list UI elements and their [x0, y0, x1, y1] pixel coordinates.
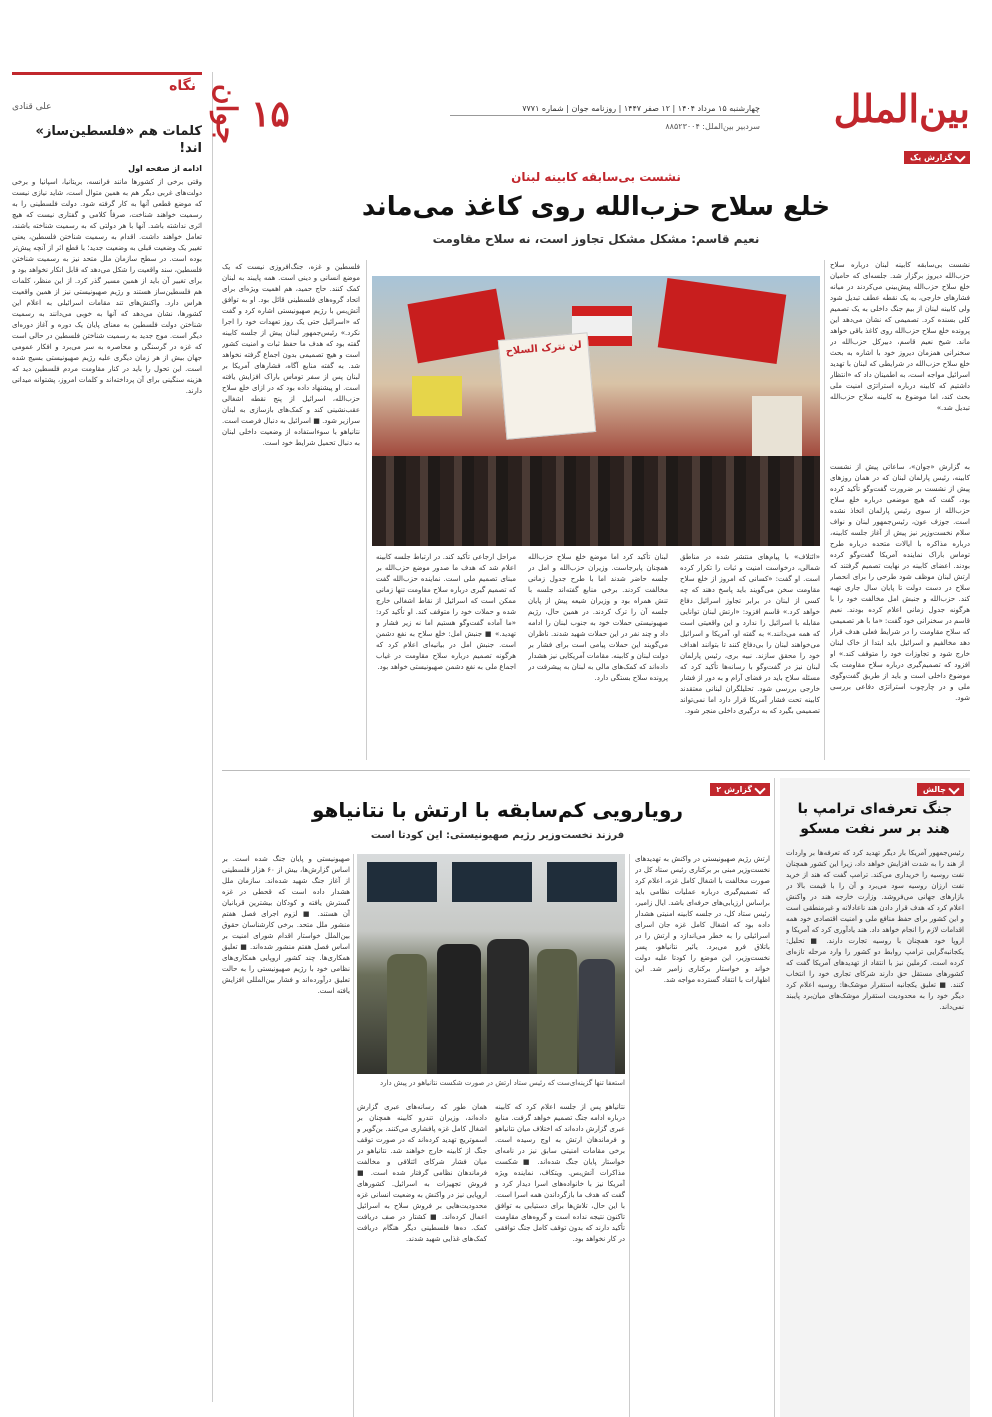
person: [579, 959, 615, 1074]
screen: [367, 862, 437, 902]
box-story: [780, 778, 970, 1417]
crowd: [372, 456, 820, 546]
lead-subtitle: نعیم قاسم: مشکل مشکل تجاوز است، نه سلاح مقاومت: [432, 232, 760, 246]
story2-column-b: نتانیاهو پس از جلسه اعلام کرد که کابینه درباره ادامه جنگ تصمیم خواهد گرفت. منابع عبری گزارش داده‌اند که اختلاف میان نتانیاهو و فرماندهان ارتش به اوج رسیده است. برخی مقامات امنیتی سابق نیز در نامه‌ای خواستار پایان جنگ شده‌اند. ■ شکست مذاکرات آتش‌بس. ویتکاف، نماینده ویژه آمریکا نیز با خانواده‌های اسرا دیدار کرد و گفت که هدف ما بازگرداندن همه اسرا است. با این حال، تلاش‌ها برای دستیابی به توافق تاکنون نتیجه نداده است و گروه‌های مقاومت تأکید دارند که بدون توقف کامل جنگ توافقی در کار نخواهد بود.: [495, 1103, 625, 1243]
kicker-label: گزارش یک: [910, 152, 952, 162]
issue-date-line: چهارشنبه ۱۵ مرداد ۱۴۰۴ | ۱۲ صفر ۱۴۴۷ | روزنامه جوان | شماره ۷۷۷۱: [450, 104, 760, 116]
story2-column-a: ارتش رژیم صهیونیستی در واکنش به تهدیدهای نخست‌وزیر مبنی بر برکناری رئیس ستاد کل در صورت مخالفت با اشغال کامل غزه، اعلام کرد که تصمیم‌گیری درباره عملیات نظامی باید براساس ارزیابی‌های حرفه‌ای باشد. ایال زامیر، رئیس ستاد کل، در جلسه کابینه امنیتی هشدار داده بود که اشغال کامل غزه جان اسرای اسرائیلی را به خطر می‌اندازد و ارتش را در باتلاق فرو می‌برد. یائیر نتانیاهو، پسر نخست‌وزیر، این موضع را کودتا علیه دولت خواند و خواستار برکناری زامیر شد. این اظهارات با انتقاد گسترده مواجه شد.: [635, 855, 770, 984]
person: [437, 944, 481, 1074]
paper-logo: [210, 84, 290, 144]
lead-column-e: فلسطین و غزه، جنگ‌افروزی نیست که یک موضع انسانی و دینی است. همه پایبند به لبنان کمک کنند. حاج حمید، هم اهمیت ویژه‌ای برای اتحاد گروه‌های فلسطینی قائل بود. او به توافق آتش‌بس با رژیم صهیونیستی اشاره کرد و گفت که «اسرائیل حتی یک روز تعهدات خود را اجرا نکرد.» رئیس‌جمهور لبنان پیش از جلسه کابینه گفته بود که هدف ما حفظ ثبات و امنیت کشور است و هیچ تصمیمی بدون اجماع گرفته نخواهد شد. به گفته منابع آگاه، فشارهای آمریکا بر لبنان پس از سفر توماس باراک افزایش یافته است. او پیشنهاد داده بود که در ازای خلع سلاح حزب‌الله، اسرائیل از پنج نقطه اشغالی عقب‌نشینی کند و کمک‌های بازسازی به لبنان سرازیر شود. ■ اسرائیل به دنبال فرصت است. نتانیاهو با سوءاستفاده از وضعیت داخلی لبنان به دنبال تحمیل شرایط خود است.: [222, 263, 360, 447]
story2-subtitle: فرزند نخست‌وزیر رژیم صهیونیستی: این کودتا است: [370, 830, 625, 841]
column-divider: [212, 72, 213, 1402]
story2-column-c: همان طور که رسانه‌های عبری گزارش داده‌اند، وزیران تندرو کابینه همچنان بر اشغال کامل غزه پافشاری می‌کنند. بن‌گویر و اسموتریچ تهدید کرده‌اند که در صورت توقف جنگ از کابینه خارج خواهند شد. نتانیاهو در میان فشار شرکای ائتلافی و مخالفت فرماندهان نظامی گرفتار شده است. ■ فروش تجهیزات به اسرائیل. کشورهای اروپایی نیز در واکنش به وضعیت انسانی غزه محدودیت‌هایی بر فروش سلاح به اسرائیل اعمال کرده‌اند. ■ کشتار در صف دریافت کمک. ده‌ها فلسطینی دیگر هنگام دریافت کمک‌های غذایی شهید شدند.: [357, 1103, 487, 1243]
arrow-icon: [948, 783, 959, 794]
paper-name: جوان: [210, 84, 243, 145]
box-body: رئیس‌جمهور آمریکا بار دیگر تهدید کرد که تعرفه‌ها بر واردات از هند را به شدت افزایش خواهد داد، زیرا این کشور همچنان نفت روسیه را خریداری می‌کند. ترامپ گفت که هند از خرید نفت ارزان روسیه سود می‌برد و آن را با قیمت بالا در بازارهای جهانی می‌فروشد. وزارت خارجه هند در واکنش اعلام کرد که هدف قرار دادن هند ناعادلانه و غیرمنطقی است و این کشور برای حفظ منافع ملی و امنیت اقتصادی خود همه اقدامات لازم را انجام خواهد داد. هند یادآوری کرد که آمریکا و اروپا خود همچنان با روسیه تجارت دارند. ■ تحلیل: یکجانبه‌گرایی ترامپ روابط دو کشور را وارد مرحله تازه‌ای کرده است. کرملین نیز با انتقاد از تهدیدهای آمریکا گفت که کشورهای مستقل حق دارند شرکای تجاری خود را انتخاب کنند. ■ تعلیق یکجانبه استقرار موشک‌ها: روسیه اعلام کرد دیگر خود را به محدودیت استقرار موشک‌های میان‌برد پایبند نمی‌داند.: [786, 849, 964, 1011]
sidebar-column: [12, 72, 202, 1402]
sidebar-headline[interactable]: کلمات هم «فلسطین‌ساز» اند!: [35, 124, 202, 156]
protest-sign: لن نترک السلاح: [498, 332, 596, 439]
lead-column-d: مراحل ارجاعی تأکید کند. در ارتباط جلسه کابینه اعلام شد که هدف ما صدور موضع حزب‌الله بر مبنای تصمیم ملی است. نماینده حزب‌الله گفت که تصمیم گیری درباره سلاح مقاومت تنها زمانی ممکن است که اسرائیل از نقاط اشغالی خارج شده و حملات خود را متوقف کند. او تأکید کرد: «ما آماده گفت‌وگو هستیم اما نه زیر فشار و تهدید.» ■ جنبش امل: خلع سلاح به نفع دشمن است. جنبش امل در بیانیه‌ای اعلام کرد که هرگونه تصمیم درباره سلاح مقاومت در غیاب اجماع ملی به نفع دشمن صهیونیستی خواهد بود.: [376, 553, 516, 671]
lead-column-b: «ائتلاف» با پیام‌های منتشر شده در مناطق شمالی، درخواست امنیت و ثبات را تکرار کرده است. او گفت: «کسانی که امروز از خلع سلاح مقاومت سخن می‌گویند باید پاسخ دهند که چه کسی از لبنان در برابر تجاوز اسرائیل دفاع خواهد کرد.» قاسم افزود: «ارتش لبنان توانایی مقابله با اسرائیل را ندارد و این واقعیتی است که همه می‌دانند.» به گفته او، آمریکا و اسرائیل می‌خواهند لبنان را بی‌دفاع کنند تا بتوانند اهداف خود را محقق سازند. نبیه بری، رئیس پارلمان لبنان نیز در گفت‌وگو با رسانه‌ها تأکید کرد که مسئله سلاح باید در فضای آرام و به دور از فشار خارجی بررسی شود. تحلیلگران لبنانی معتقدند کابینه تحت فشار آمریکا قرار دارد اما نمی‌تواند تصمیمی بگیرد که به درگیری داخلی منجر شود.: [680, 553, 820, 715]
lead-pre-title: نشست بی‌سابقه کابینه لبنان: [511, 170, 681, 184]
sidebar-header: [12, 72, 202, 96]
column-divider: [366, 260, 367, 760]
lead-column-c: لبنان تأکید کرد اما موضع خلع سلاح حزب‌الله همچنان پابرجاست. وزیران حزب‌الله و امل در جلسه حاضر شدند اما با طرح جدول زمانی مخالفت کردند. برخی منابع گفته‌اند جلسه با تنش همراه بود و وزیران شیعه پیش از پایان جلسه آن را ترک کردند. در همین حال، رژیم صهیونیستی حملات خود به جنوب لبنان را ادامه داد و چند نفر در این حملات شهید شدند. ناظران می‌گویند این حملات پیامی است برای فشار بر دولت لبنان و کابینه. مقامات آمریکایی نیز هشدار داده‌اند که کمک‌های مالی به لبنان به پیشرفت در پرونده سلاح بستگی دارد.: [528, 553, 668, 682]
anniversary-number: ۱۵: [251, 93, 290, 136]
screen: [452, 862, 532, 902]
report2-kicker: [710, 783, 770, 796]
flag-shape: [658, 278, 787, 364]
section-logo: بین‌الملل: [833, 85, 970, 131]
story2-column-d: صهیونیستی و پایان جنگ شده است. بر اساس گزارش‌ها، بیش از ۶۰ هزار فلسطینی از آغاز جنگ شهید شده‌اند. سازمان ملل هشدار داده است که قحطی در غزه گسترش یافته و کودکان بیشترین قربانیان آن هستند. ■ لزوم اجرای فصل هفتم منشور ملل متحد. برخی کارشناسان حقوق بین‌الملل خواستار اقدام شورای امنیت بر اساس فصل هفتم منشور شده‌اند. ■ تعلیق همکاری‌ها. چند کشور اروپایی همکاری‌های نظامی خود با رژیم صهیونیستی را به حالت تعلیق درآورده‌اند و فشار بین‌المللی افزایش یافته است.: [222, 855, 350, 995]
person: [537, 949, 577, 1074]
arrow-icon: [754, 783, 765, 794]
column-divider: [353, 854, 354, 1417]
story2-photo: [357, 854, 625, 1074]
person: [387, 954, 427, 1074]
story2-headline[interactable]: رویارویی کم‌سابقه با ارتش با نتانیاهو: [312, 798, 683, 822]
column-divider: [629, 854, 630, 1417]
lead-photo: [372, 276, 820, 546]
sidebar-author: علی قنادی: [12, 102, 52, 112]
person: [487, 939, 529, 1074]
kicker-label: چالش: [922, 784, 946, 794]
flag-shape: [407, 289, 506, 364]
sidebar-body-text: وقتی برخی از کشورها مانند فرانسه، بریتانیا، اسپانیا و برخی دولت‌های غربی دیگر هم به همین متوال است، شاید نیازی نیست که موضع قطعی آنها به کار گرفته شود. دولت فلسطینی را به رسمیت خواهند شناخت، صرفاً کلامی و گفتاری نیست که هیچ اثری نداشته باشد. آنها با هر دولتی که به رسمیت شناخته باشند، تعامل خواهند داشت. اقدام به رسمیت شناختن فلسطین، یعنی تغییر یک وضعیت قبلی به وضعیت جدید؛ با قطع اثر از آنچه پیش‌تر بوده است. در سطح سازمان ملل متحد نیز به رسمیت شناختن فلسطین، سند واقعیت را شکل می‌دهد که قابل انکار نخواهد بود و برای تغییر آن باید از همین مسیر گذر کرد. از این منظر، کلمات هم فلسطین‌ساز هستند و رژیم صهیونیستی نیز از همین واقعیت هراس دارد. واکنش‌های تند مقامات اسرائیلی به اعلام این کشورها، نشان می‌دهد که آنها به خوبی می‌دانند به رسمیت شناختن دولت فلسطین به معنای پایان یک دوره و آغاز دوره‌ای دیگر است. موج جدید به رسمیت شناختن فلسطین در حالی است که غزه در گرسنگی و محاصره به سر می‌برد و افکار عمومی جهان بیش از هر زمان دیگری علیه رژیم صهیونیستی بسیج شده است. این تحول را باید در کنار مقاومت مردم فلسطین دید که هزینه سنگینی برای آن پرداخته‌اند و کلمات امروز، پشتوانه میدانی دارند.: [12, 177, 202, 395]
column-divider: [774, 778, 775, 1417]
lead-headline[interactable]: خلع سلاح حزب‌الله روی کاغذ می‌ماند: [361, 192, 831, 222]
yellow-flag: [412, 376, 462, 416]
box-kicker: [917, 783, 964, 796]
column-divider: [824, 260, 825, 760]
lead-intro: نشست بی‌سابقه کابینه لبنان درباره سلاح حزب‌الله دیروز برگزار شد. جلسه‌ای که حامیان خلع سلاح حزب‌الله پیش‌بینی می‌کردند در میانه فشارهای خارجی، به یک نقطه عطف تبدیل شود ولی کابینه لبنان از بیم جنگ داخلی به یک تصمیم کلی بسنده کرد. تصمیمی که نشان می‌دهد این پرونده خلع سلاح حزب‌الله روی کاغذ باقی خواهد ماند. شیخ نعیم قاسم، دبیرکل حزب‌الله در سخنرانی همزمان دیروز خود با اشاره به بحث خلع سلاح حزب‌الله در شرایطی که لبنان با تهدید اسرائیل مواجه است، به اطمینان داد که «انتظار داشتیم که کابینه درباره استراتژی امنیت ملی بحث کند، اما موضوع به کابینه سلاح حزب‌الله تبدیل شد.»: [830, 261, 970, 412]
lead-column-a: به گزارش «جوان»، ساعاتی پیش از نشست کابینه، رئیس پارلمان لبنان که در همان روزهای پیش از نشست بر ضرورت گفت‌وگو تأکید کرده بود، گفت که هیچ موضعی درباره خلع سلاح حزب‌الله از سوی رئیس پارلمان اتخاذ نشده است. جوزف عون، رئیس‌جمهور لبنان و نواف سلام نخست‌وزیر نیز پیش از آغاز جلسه کابینه، درباره مذاکره با ایالات متحده درباره طرح توماس باراک نماینده آمریکا گفت‌وگو کرده بودند. اعضای کابینه در نهایت تصمیم گرفتند که ارتش لبنان موظف شود طرحی را برای انحصار سلاح در دست دولت تا پایان سال جاری تهیه کند. حزب‌الله و جنبش امل مخالفت خود را با هرگونه جدول زمانی اعلام کرده بودند. نعیم قاسم در سخنرانی خود گفت: «ما با هر تصمیمی که سلاح مقاومت را در شرایط فعلی هدف قرار دهد مخالفیم و اسرائیل باید ابتدا از خاک لبنان خارج شود و تجاوزات خود را متوقف کند.» او افزود که تصمیم‌گیری درباره سلاح مقاومت یک موضوع داخلی است و باید از طریق گفت‌وگوی ملی و در چارچوب استراتژی دفاعی بررسی شود.: [830, 463, 970, 702]
editor-contact: سردبیر بین‌الملل: ۸۸۵۲۳۰۰۴: [665, 122, 760, 131]
screen: [547, 862, 617, 902]
section-divider: [222, 770, 970, 771]
sidebar-section-title: نگاه: [169, 77, 196, 94]
box-headline[interactable]: جنگ تعرفه‌ای ترامپ با هند بر سر نفت مسکو: [797, 801, 953, 837]
masthead: [210, 80, 970, 145]
story2-photo-caption: استعفا تنها گزینه‌ای‌ست که رئیس ستاد ارتش در صورت شکست نتانیاهو در پیش دارد: [380, 1079, 625, 1087]
kicker-label: گزارش ۲: [716, 784, 752, 794]
sidebar-continuation: ادامه از صفحه اول: [128, 163, 202, 173]
